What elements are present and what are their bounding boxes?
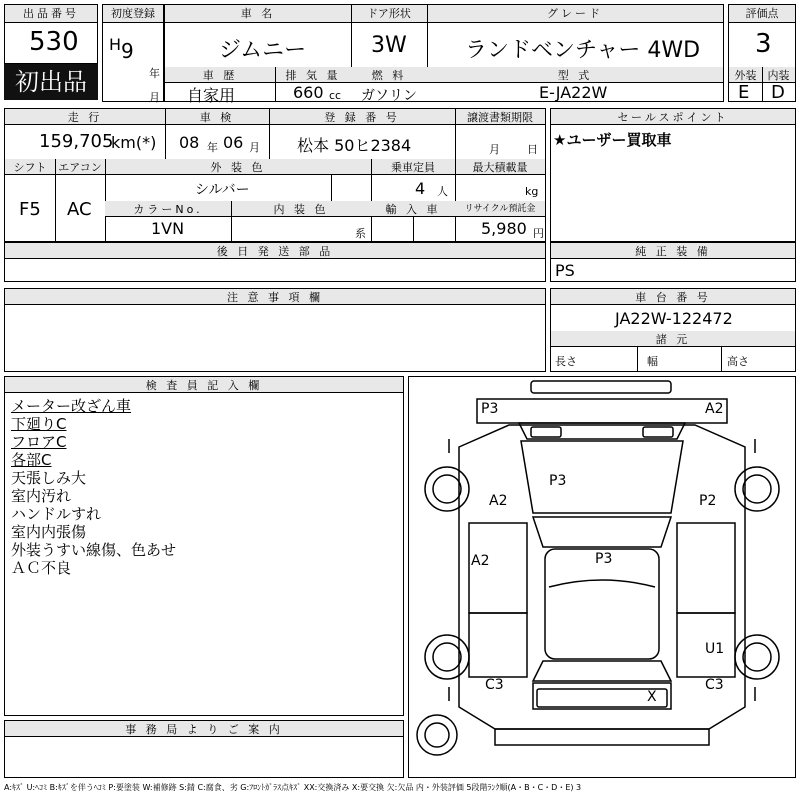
inspector-note: 外装うすい線傷、色あせ	[11, 541, 177, 559]
door-type: 3W	[371, 33, 407, 58]
mileage: 159,705	[39, 131, 114, 152]
mark-rear-left: C3	[485, 677, 504, 693]
score: 3	[755, 29, 772, 59]
front-bumper-shape	[531, 381, 671, 393]
interior-color-unit: 系	[355, 227, 366, 240]
car-diagram	[408, 376, 796, 778]
inspector-note: 下廻りC	[11, 415, 67, 433]
interior-label: 内装	[762, 67, 795, 83]
mark-rear-center: X	[647, 689, 657, 705]
ac-label: エアコン	[55, 159, 105, 175]
car-info-box	[164, 4, 724, 105]
lot-number-box	[4, 4, 98, 64]
exterior-color: シルバー	[195, 182, 250, 198]
recycle-label: リサイクル預託金	[455, 201, 545, 217]
lot-number: 530	[29, 27, 79, 57]
displacement-label: 排 気 量	[275, 67, 351, 83]
first-registration-box	[102, 4, 164, 102]
capacity-label: 乗車定員	[371, 159, 455, 175]
sales-point: ★ユーザー買取車	[553, 131, 672, 149]
reg-number: 松本 50ヒ2384	[297, 136, 412, 155]
genuine-equipment-box	[550, 242, 796, 282]
recycle-unit: 円	[533, 227, 544, 240]
color-number: 1VN	[151, 219, 185, 238]
right-door-shape	[677, 523, 735, 613]
wheel-front-right	[735, 467, 779, 511]
fuel: ガソリン	[361, 88, 417, 104]
office-box	[4, 720, 404, 778]
genuine-equipment: PS	[555, 261, 575, 280]
height-label: 高さ	[727, 355, 749, 368]
displacement-unit: cc	[329, 89, 342, 102]
inspection-year: 08	[179, 133, 200, 152]
spare-tire	[417, 715, 457, 755]
inspector-note: 室内汚れ	[11, 487, 72, 505]
year-unit: 年	[149, 67, 160, 80]
shift-label: シフト	[5, 159, 55, 175]
score-label: 評価点	[729, 5, 795, 23]
transfer-month: 月	[489, 143, 500, 156]
car-name: ジムニー	[219, 38, 307, 63]
chassis-box	[550, 288, 796, 372]
import-label: 輸 入 車	[371, 201, 455, 217]
dims-label: 諸 元	[551, 331, 795, 347]
mark-rear-right: C3	[705, 677, 724, 693]
wheel-front-left	[425, 467, 469, 511]
mark-left-front-door: A2	[489, 493, 508, 509]
era: H	[109, 35, 122, 54]
interior-color-label: 内 装 色	[231, 201, 371, 217]
history: 自家用	[187, 86, 236, 105]
mileage-label: 走 行	[5, 109, 165, 125]
interior-grade: D	[771, 82, 785, 103]
car-name-label: 車 名	[165, 5, 351, 23]
color-label: 外 装 色	[105, 159, 371, 175]
max-load-label: 最大積載量	[455, 159, 545, 175]
displacement: 660	[293, 83, 324, 102]
transfer-day: 日	[527, 143, 538, 156]
mark-right-front-door: P2	[699, 493, 717, 509]
model-label: 型 式	[427, 67, 723, 83]
wheel-rear-right	[735, 635, 779, 679]
mark-front-right: A2	[705, 401, 724, 417]
color-number-label: カラーNo.	[105, 201, 231, 217]
history-label: 車 歴	[165, 67, 275, 83]
mark-left-rear: A2	[471, 553, 490, 569]
inspector-note: 天張しみ大	[11, 469, 87, 487]
score-box	[728, 4, 796, 102]
chassis-number: JA22W-122472	[615, 309, 733, 328]
grade: ランドベンチャー 4WD	[465, 38, 701, 63]
recycle-fee: 5,980	[481, 219, 527, 238]
sales-point-box	[550, 108, 796, 242]
vehicle-detail-box	[4, 108, 546, 242]
hood-shape	[521, 441, 683, 513]
mark-roof: P3	[595, 551, 613, 567]
front-panel-shape	[477, 399, 727, 423]
transfer-deadline-label: 譲渡書類期限	[455, 109, 545, 125]
capacity: 4	[415, 179, 426, 198]
inspection-month-unit: 月	[249, 141, 260, 154]
mark-right-rear: U1	[705, 641, 725, 657]
genuine-equipment-label: 純 正 装 備	[551, 243, 795, 259]
parts-label: 後 日 発 送 部 品	[5, 243, 545, 259]
reg-number-label: 登 録 番 号	[269, 109, 455, 125]
length-label: 長さ	[555, 355, 577, 368]
door-label: ドア形状	[351, 5, 427, 23]
reg-year: 9	[121, 39, 134, 63]
notes-box	[4, 288, 546, 372]
lot-number-label: 出品番号	[5, 5, 97, 23]
shift: F5	[19, 199, 41, 220]
parts-box	[4, 242, 546, 282]
inspector-notes-list	[11, 397, 176, 577]
inspector-note: ＡＣ不良	[11, 559, 72, 577]
office-label: 事 務 局 よ り ご 案 内	[5, 721, 403, 737]
first-registration-label: 初度登録	[103, 5, 163, 23]
capacity-unit: 人	[437, 185, 448, 198]
inspector-label: 検 査 員 記 入 欄	[5, 377, 403, 393]
inspector-note: ハンドルすれ	[11, 505, 102, 523]
wheel-rear-left	[425, 635, 469, 679]
footer-legend: A:ｷｽﾞ U:ﾍｺﾐ B:ｷｽﾞを伴うﾍｺﾐ P:要塗装 W:補修跡 S:錆 C:腐食、劣 G:ﾌﾛﾝﾄｶﾞﾗｽ点ｷｽﾞ XX:交換済み X:要交換 欠:欠品 内・外装評価 5段階ﾗﾝｸ順(A・B・C・D・E) 3	[4, 783, 582, 792]
inspector-note: 室内内張傷	[11, 523, 87, 541]
exterior-label: 外装	[729, 67, 762, 83]
air-conditioner: AC	[67, 199, 92, 220]
inspection-year-unit: 年	[207, 141, 218, 154]
sales-point-label: セールスポイント	[551, 109, 795, 125]
mark-front-left: P3	[481, 401, 499, 417]
model-code: E-JA22W	[539, 83, 608, 102]
month-unit: 月	[149, 91, 160, 104]
chassis-label: 車 台 番 号	[551, 289, 795, 305]
first-listing-badge: 初出品	[4, 64, 98, 100]
mark-hood: P3	[549, 473, 567, 489]
inspector-note: フロアC	[11, 433, 67, 451]
fuel-label: 燃 料	[351, 67, 427, 83]
grade-label: グレード	[427, 5, 723, 23]
exterior-grade: E	[738, 82, 750, 103]
mileage-unit: km(*)	[111, 133, 157, 152]
inspection-label: 車 検	[165, 109, 269, 125]
inspector-note: メーター改ざん車	[11, 397, 132, 415]
car-diagram-svg	[409, 377, 795, 777]
max-load-unit: kg	[525, 185, 539, 198]
inspection-month: 06	[223, 133, 244, 152]
notes-label: 注 意 事 項 欄	[5, 289, 545, 305]
inspector-box	[4, 376, 404, 716]
inspector-note: 各部C	[11, 451, 52, 469]
width-label: 幅	[647, 355, 658, 368]
